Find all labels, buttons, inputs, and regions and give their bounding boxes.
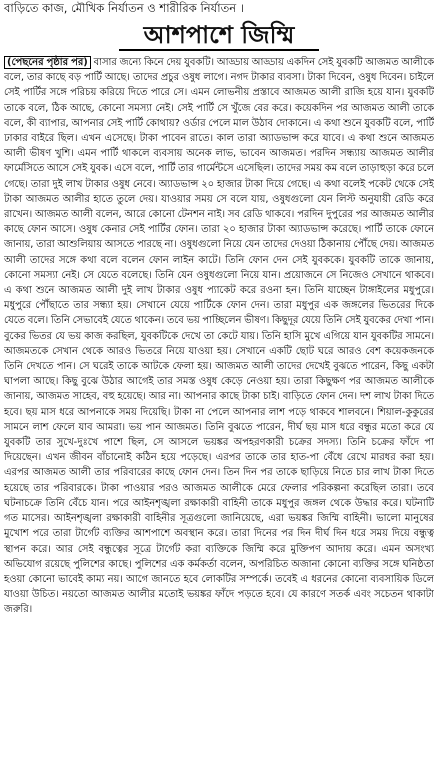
- article-paragraph: [4, 55, 434, 618]
- article-body: [4, 55, 434, 778]
- paragraph-text: বাসার জন্যে কিনে দেয় যুবকটি। আড্ডায় আড্ডায় একদিন সেই যুবকটি আজমত আলীকে বলে, তার কাছে বড় পার্টি আছে। তাদের প্রচুর ওষুধ লাগে। নগদ টাকার ব্যবসা। টাকা দিবেন, ওষুধ দিবেন। চাইলে সেই পার্টির সঙ্গে পরিচয় করিয়ে দিতে পারে সে। এমন লোভনীয় প্রস্তাবে আজমত আলী রাজি হয়ে যান। যুবকটি তাকে বলে, ঠিক আছে, কোনো সমস্যা নেই। সেই পার্টি সে খুঁজে বের করে। কয়েকদিন পর আজমত আলী তাকে বলে, কী ব্যাপার, আপনার সেই পার্টি কোথায়? ওর্ডার পেলে মাল উঠাব দোকানে। এ কথা শুনে যুবকটি বলে, পার্টি ঢাকার বাইরে ছিল। এখন এসেছে। টাকা পাবেন রাতে। কাল তারা অ্যাডভান্স করে যাবে। এ কথা শুনে আজমত আলী ভীষণ খুশি। এমন পার্টি থাকলে ব্যবসায় অনেক লাভ, ভাবেন আজমত। পরদিন সন্ধ্যায় আজমত আলীর ফার্মেসিতে আসে সেই যুবক। এসে বলে, পার্টি তার গার্মেন্টসে এসেছিল। তাদের সময় কম বলে তাড়াহুড়া করে চলে গেছে। তারা দুই লাখ টাকার ওষুধ নেবে। অ্যাডভান্স ২০ হাজার টাকা দিয়ে গেছে। এ কথা বলেই পকেট থেকে সেই টাকা আজমত আলীর হাতে তুলে দেয়। যাওয়ার সময় সে বলে যায়, ওষুধগুলো যেন লিস্ট অনুযায়ী রেডি করে রাখেন। আজমত আলী বলেন, আরে কোনো টেনশন নাই। সব রেডি থাকবে। পরদিন দুপুরের পর আজমত আলীর কাছে ফোন আসে। ওষুধ কেনার সেই পার্টির ফোন। তারা ২০ হাজার টাকা অ্যাডভান্স করেছে। পার্টি তাকে ফোনে জানায়, তারা আশুলিয়ায় আসতে পারছে না। ওষুধগুলো নিয়ে যেন তাদের দেওয়া ঠিকানায় পৌঁছে দেয়। আজমত আলী তাদের সঙ্গে কথা বলে বলেন ফোন লাইন কাটে। তিনি ফোন দেন সেই যুবককে। যুবকটি তাকে জানায়, কোনো সমস্যা নেই। সে যেতে বলেছে। তিনি যেন ওষুধগুলো নিয়ে যান। প্রয়োজনে সে নিজেও সেখানে থাকবে। এ কথা শুনে আজমত আলী দুই লাখ টাকার ওষুধ প্যাকেট করে রওনা হন। তিনি যাচ্ছেন টাঙ্গাইলের মধুপুরে। মধুপুরে পৌঁছাতে তার সন্ধ্যা হয়। সেখানে যেয়ে পার্টিকে ফোন দেন। তারা মধুপুর এক জঙ্গলের ভিতরের দিকে যেতে বলে। তিনি সেভাবেই যেতে থাকেন। তবে ভয় পাচ্ছিলেন ভীষণ। কিছুদূর যেয়ে তিনি সেই যুবকের দেখা পান। বুকের ভিতর যে ভয় কাজ করছিল, যুবকটিকে দেখে তা কেটে যায়। তিনি হাসি মুখে এগিয়ে যান যুবকটির সামনে। আজমতকে সেখান থেকে আরও ভিতরে নিয়ে যাওয়া হয়। সেখানে একটি ছোট ঘরে আরও বেশ কয়েকজনকে তিনি দেখতে পান। সে ঘরেই তাকে আটকে ফেলা হয়। আজমত আলী তাদের দেখেই বুঝতে পারেন, কিছু একটা ঘাপলা আছে। কিছু বুঝে উঠার আগেই তার সমস্ত ওষুধ কেড়ে নেওয়া হয়। তারা কিছুক্ষণ পর আজমত আলীকে জানায়, আজমত সাহেব, বহু হয়েছে। আর না। আপনার কাছে টাকা চাই। বাড়িতে ফোন দেন। দশ লাখ টাকা দিতে হবে। ছয় মাস ধরে আপনাকে সময় দিয়েছি। টাকা না পেলে আপনার লাশ পড়ে থাকবে শালবনে। শিয়াল-কুকুরের সামনে লাশ ফেলে যাব আমরা। ভয় পান আজমত। তিনি বুঝতে পারেন, দীর্ঘ ছয় মাস ধরে বন্ধুর মতো করে যে যুবকটি তার সুখে-দুঃখে পাশে ছিল, সে আসলে ভয়ঙ্কর অপহরণকারী চক্রের সদস্য। তিনি চক্রের ফাঁদে পা দিয়েছেন। এখন জীবন বাঁচানোই কঠিন হয়ে পড়েছে। এরপর তাকে তার হাত-পা বেঁধে রেখে মারধর করা হয়। এরপর আজমত আলী তার পরিবারের কাছে ফোন দেন। তিন দিন পর তাকে ছাড়িয়ে নিতে চার লাখ টাকা দিতে হয়েছে তার পরিবারকে। টাকা পাওয়ার পরও আজমত আলীকে মেরে ফেলার পরিকল্পনা করেছিল তারা। তবে ঘটনাচক্রে তিনি বেঁচে যান। পরে আইনশৃঙ্খলা রক্ষাকারী বাহিনী তাকে মধুপুর জঙ্গল থেকে উদ্ধার করে। ঘটনাটি গত মাসের। আইনশৃঙ্খলা রক্ষাকারী বাহিনীর সূত্রগুলো জানিয়েছে, এরা ভয়ঙ্কর জিম্মি বাহিনী। ভালো মানুষের মুখোশ পরে তারা টার্গেট ব্যক্তির আশপাশে অবস্থান করে। তারা দিনের পর দিন দীর্ঘ দিন ধরে সময় দিয়ে বন্ধুত্ব স্থাপন করে। আর সেই বন্ধুত্বের সূত্রে টার্গেট করা ব্যক্তিকে জিম্মি করে মুক্তিপণ আদায় করে। এমন অসংখ্য অভিযোগ রয়েছে পুলিশের কাছে। পুলিশের এক কর্মকর্তা বলেন, অপরিচিত অজানা কোনো ব্যক্তির সঙ্গে ঘনিষ্ঠতা হওয়া কোনো ভাবেই কাম্য নয়। আগে জানতে হবে লোকটির সম্পর্কে। তবেই এ ধরনের কোনো ব্যবসায়িক ডিলে যাওয়া উচিত। নয়তো আজমত আলীর মতোই ভয়ঙ্কর ফাঁদে পড়তে হবে। যে কারণে সতর্ক এবং সচেতন থাকাটা জরুরি।: [4, 57, 434, 616]
- article-headline: আশপাশে জিম্মি: [119, 21, 319, 51]
- continued-from-label: (পেছনের পৃষ্ঠার পর): [4, 56, 91, 69]
- previous-article-fragment: বাড়িতে কাজ, মৌখিক নির্যাতন ও শারীরিক নির্যাতন ।: [4, 1, 244, 15]
